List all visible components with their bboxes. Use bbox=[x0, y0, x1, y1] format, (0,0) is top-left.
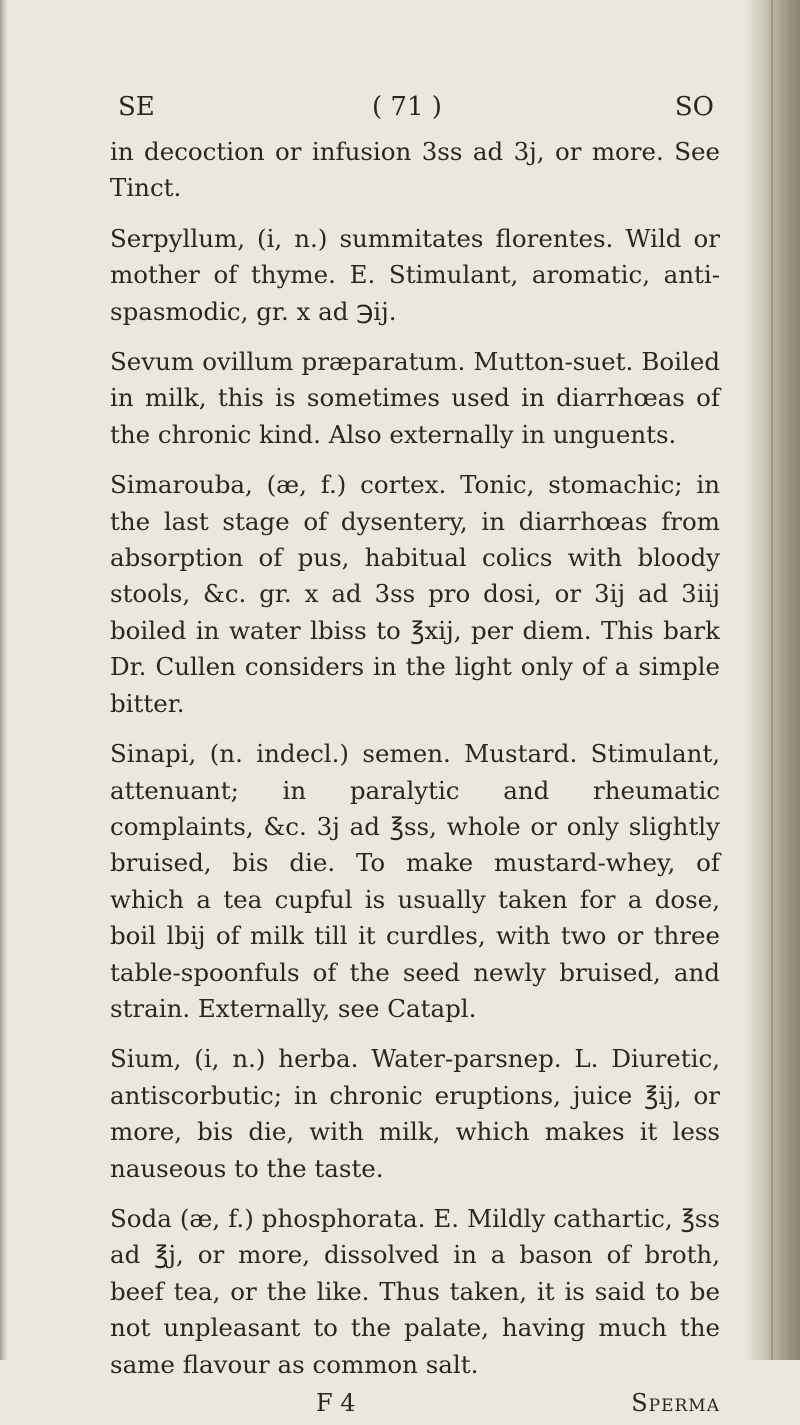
book-page bbox=[110, 92, 720, 1425]
gutter-line bbox=[771, 0, 773, 1360]
entry-serpyllum: Serpyllum, (i, n.) summitates florentes. Wild or mother of thyme. E. Stimulant, aromatic, anti-spasmodic, gr. x ad ℈ij. bbox=[110, 223, 720, 326]
page-number: ( 71 ) bbox=[372, 92, 442, 122]
paragraph-continuation: in decoction or infusion 3ss ad 3j, or more. See Tinct. bbox=[110, 137, 720, 203]
entry-sevum-ovillum: Sevum ovillum præparatum. Mutton-suet. Boiled in milk, this is sometimes used in diarrhœas of the chronic kind. Also externally in unguents. bbox=[110, 347, 720, 449]
entry-sium: Sium, (i, n.) herba. Water-parsnep. L. Diuretic, antiscorbutic; in chronic eruptions, juice ℥ij, or more, bis die, with milk, which makes it less nauseous to the taste. bbox=[110, 1044, 720, 1183]
catchword: Sperma bbox=[631, 1389, 720, 1417]
entry-simarouba: Simarouba, (æ, f.) cortex. Tonic, stomachic; in the last stage of dysentery, in diarrhœas from absorption of pus, habitual colics with bloody stools, &c. gr. x ad 3ss pro dosi, or 3ij ad 3iij boiled in water lbiss to ℥xij, per diem. This bark Dr. Cullen considers in the light only of a simple bitter. bbox=[110, 470, 720, 718]
header-left-word: SE bbox=[118, 92, 155, 122]
page-footer bbox=[110, 1389, 720, 1425]
page-left-shadow bbox=[0, 0, 8, 1360]
page-body bbox=[110, 134, 720, 1383]
header-right-word: SO bbox=[674, 92, 714, 122]
running-header bbox=[110, 92, 720, 134]
entry-sinapi: Sinapi, (n. indecl.) semen. Mustard. Stimulant, attenuant; in paralytic and rheumatic complaints, &c. 3j ad ℥ss, whole or only slightly bruised, bis die. To make mustard-whey, of which a tea cupful is usually taken for a dose, boil lbij of milk till it curdles, with two or three table-spoonfuls of the seed newly bruised, and strain. Externally, see Catapl. bbox=[110, 739, 720, 1023]
signature-mark: F 4 bbox=[316, 1389, 356, 1417]
entry-soda-phosphorata: Soda (æ, f.) phosphorata. E. Mildly cathartic, ℥ss ad ℥j, or more, dissolved in a bason of broth, beef tea, or the like. Thus taken, it is said to be not unpleasant to the palate, having much the same flavour as common salt. bbox=[110, 1203, 720, 1379]
